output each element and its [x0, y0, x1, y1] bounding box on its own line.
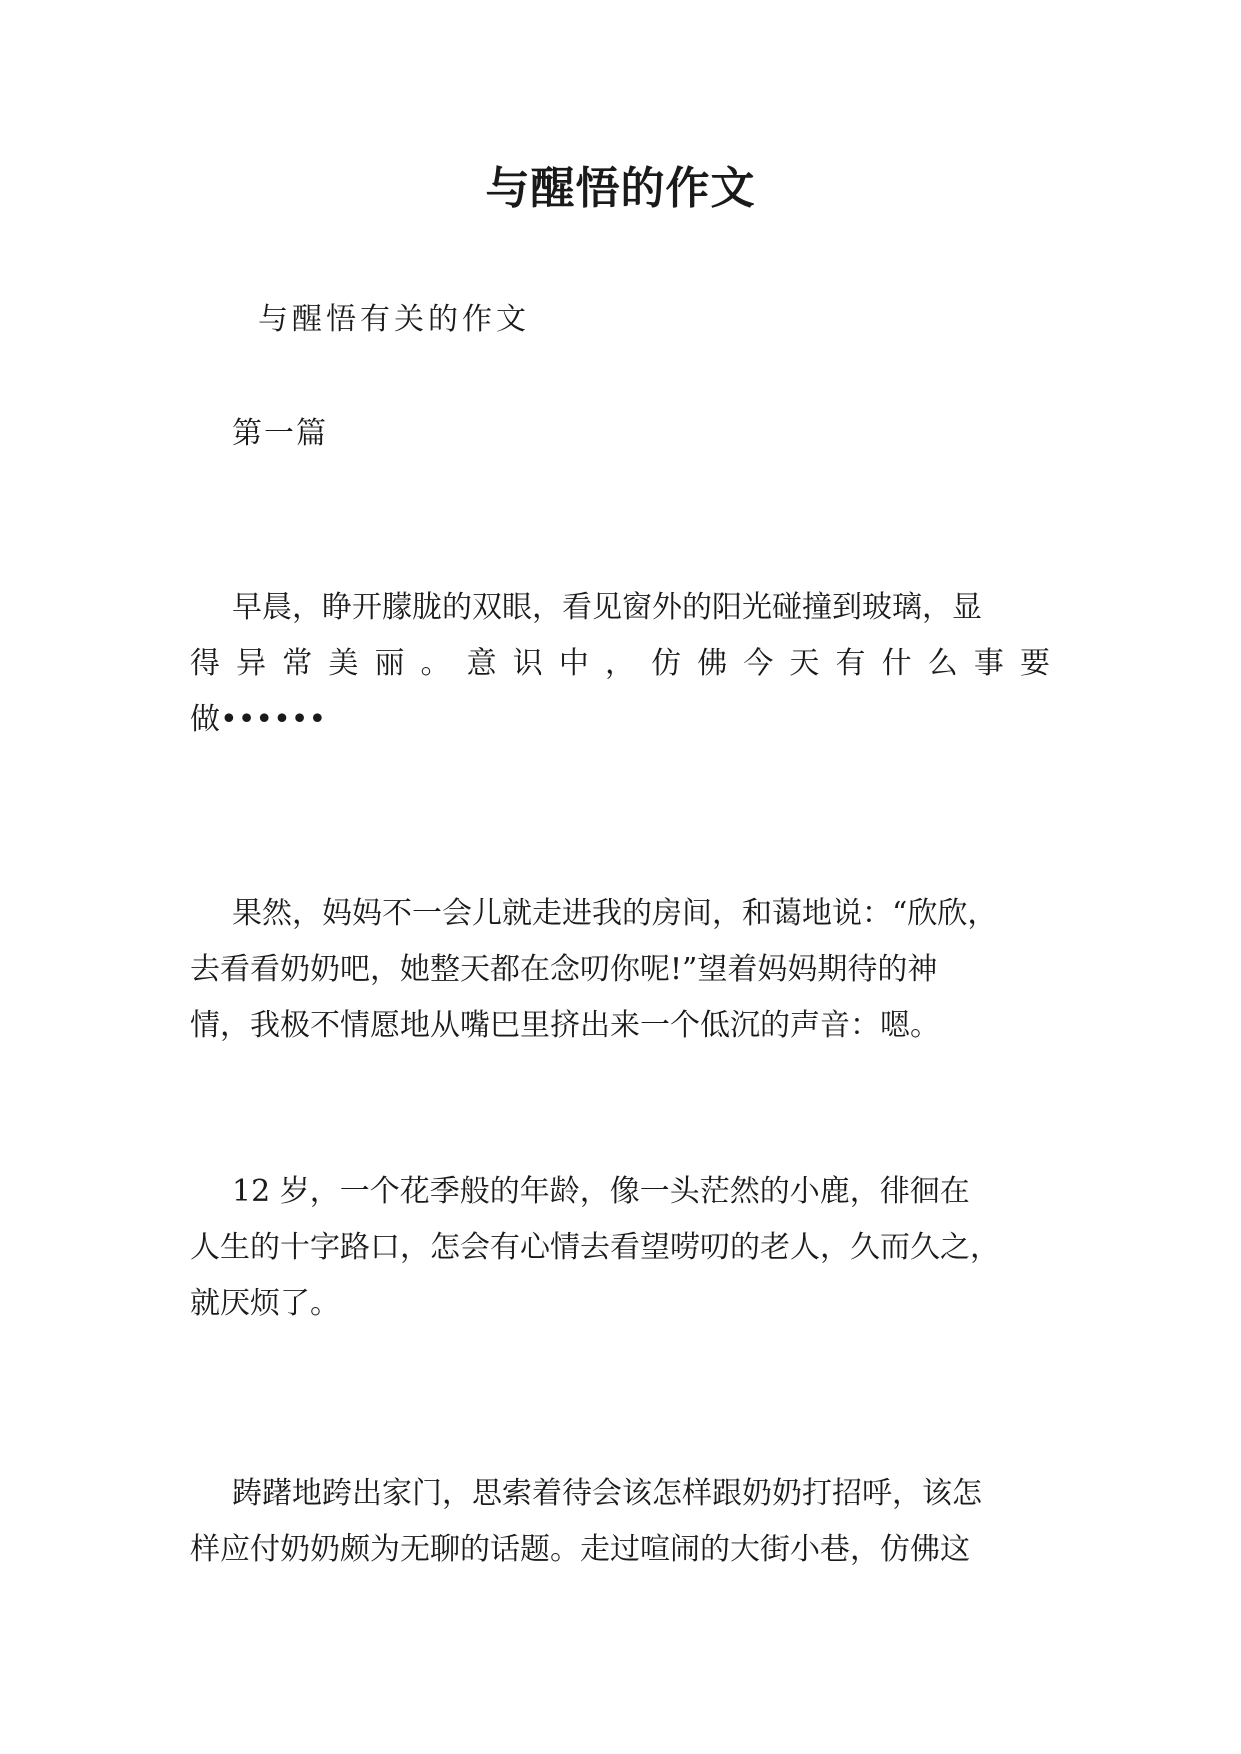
paragraph-line: 人生的十字路口，怎会有心情去看望唠叨的老人，久而久之，	[190, 1230, 1000, 1265]
glyph: 识	[512, 646, 543, 681]
glyph: 天	[789, 646, 820, 681]
paragraph-line: 去看看奶奶吧，她整天都在念叨你呢!”望着妈妈期待的神	[190, 952, 938, 987]
glyph: 中	[558, 646, 589, 681]
glyph: 。	[420, 646, 451, 681]
document-subtitle: 与醒悟有关的作文	[258, 302, 530, 337]
paragraph-line: 果然，妈妈不一会儿就走进我的房间，和蔼地说：“欣欣，	[232, 896, 998, 931]
glyph: 仿	[651, 646, 682, 681]
paragraph	[190, 1466, 1050, 1578]
glyph: 要	[1019, 646, 1050, 681]
paragraph-line: 做••••••	[190, 702, 327, 737]
glyph: ，	[604, 646, 635, 681]
paragraph-line: 样应付奶奶颇为无聊的话题。走过喧闹的大街小巷，仿佛这	[190, 1532, 970, 1567]
glyph: 么	[927, 646, 958, 681]
glyph: 常	[282, 646, 313, 681]
glyph: 异	[236, 646, 267, 681]
glyph: 事	[973, 646, 1004, 681]
glyph: 什	[881, 646, 912, 681]
section-label: 第一篇	[232, 416, 328, 451]
glyph: 得	[190, 646, 220, 681]
glyph: 有	[835, 646, 866, 681]
paragraph	[190, 580, 1050, 748]
glyph: 佛	[697, 646, 728, 681]
glyph: 意	[466, 646, 497, 681]
glyph: 美	[328, 646, 359, 681]
paragraph-line: 情，我极不情愿地从嘴巴里挤出来一个低沉的声音：嗯。	[190, 1008, 940, 1043]
glyph: 丽	[374, 646, 405, 681]
paragraph-line: 早晨，睁开朦胧的双眼，看见窗外的阳光碰撞到玻璃，显	[232, 590, 982, 625]
glyph: 今	[743, 646, 774, 681]
paragraph	[190, 1164, 1050, 1332]
paragraph-line-justified	[190, 636, 1050, 692]
paragraph-line: 12 岁，一个花季般的年龄，像一头茫然的小鹿，徘徊在	[232, 1174, 970, 1209]
paragraph-line: 就厌烦了。	[190, 1286, 340, 1321]
paragraph	[190, 886, 1050, 1054]
paragraph-line: 踌躇地跨出家门，思索着待会该怎样跟奶奶打招呼，该怎	[232, 1476, 982, 1511]
document-title: 与醒悟的作文	[485, 163, 756, 214]
